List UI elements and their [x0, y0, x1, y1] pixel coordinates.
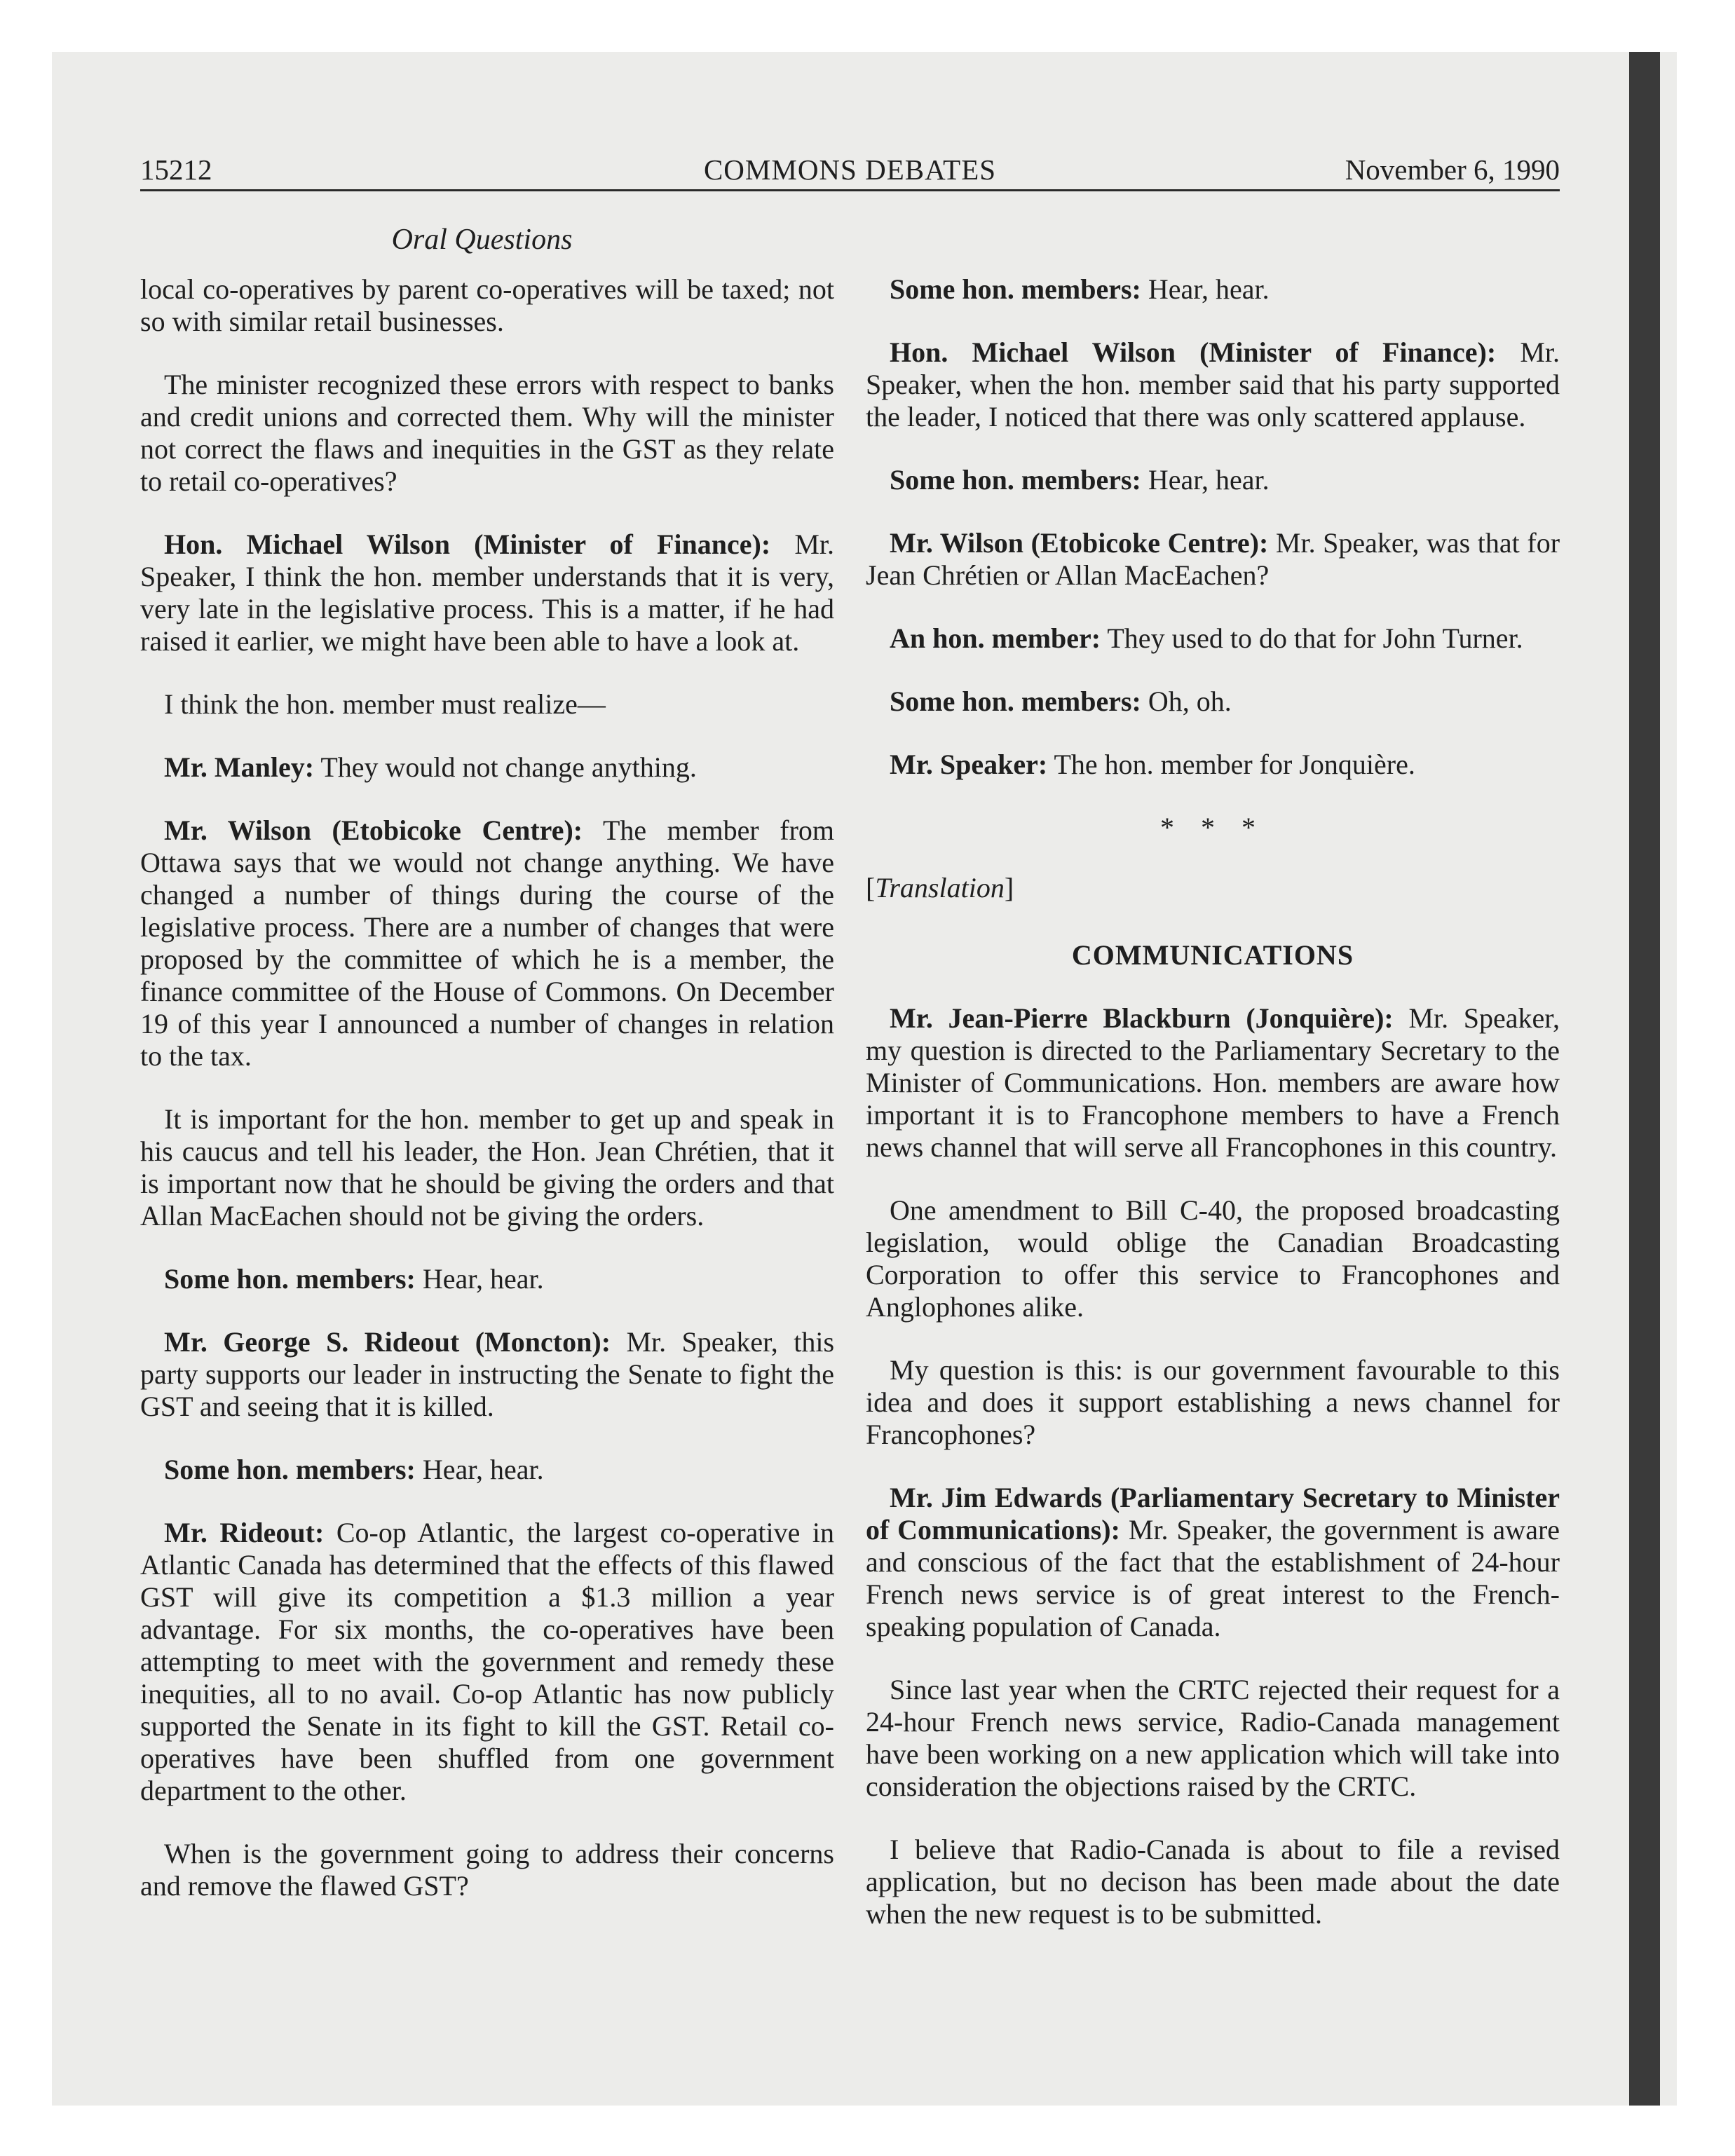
page-header [140, 149, 1560, 191]
paragraph [140, 528, 834, 657]
left-column [140, 273, 834, 1933]
paragraph-text: Hear, hear. [1148, 273, 1270, 305]
paragraph-text: One amendment to Bill C-40, the proposed broadcasting legislation, would oblige the Canadian Broadcasting Corporation to offer this service to Francophones and Anglophones alike. [866, 1194, 1560, 1323]
paragraph [140, 1454, 834, 1486]
paragraph [140, 369, 834, 498]
paragraph [866, 749, 1560, 781]
paragraph [866, 1834, 1560, 1930]
paragraph [866, 622, 1560, 655]
speaker-name: Some hon. members: [890, 273, 1141, 305]
paragraph-text: My question is this: is our government favourable to this idea and does it support establishing a news channel for Francophones? [866, 1354, 1560, 1450]
section-label: Oral Questions [391, 224, 573, 256]
paragraph-text: Hear, hear. [422, 1263, 544, 1295]
speaker-name: Mr. Jim Edwards (Parliamentary Secretary to Minister of Communications): [866, 1482, 1560, 1546]
paragraph-text: local co-operatives by parent co-operatives will be taxed; not so with similar retail businesses. [140, 273, 834, 337]
section-heading: COMMUNICATIONS [1071, 939, 1354, 971]
speaker-name: Mr. Speaker: [890, 749, 1048, 780]
speaker-name: Some hon. members: [164, 1263, 416, 1295]
speaker-name: Mr. Jean-Pierre Blackburn (Jonquière): [890, 1002, 1394, 1034]
speaker-name: Mr. George S. Rideout (Moncton): [164, 1326, 611, 1358]
speaker-name: Mr. Rideout: [164, 1517, 325, 1548]
paragraph [866, 464, 1560, 496]
paragraph [866, 273, 1560, 306]
paragraph-text: Hear, hear. [422, 1454, 544, 1485]
paragraph [866, 1002, 1560, 1164]
paragraph [140, 1838, 834, 1902]
paragraph [140, 688, 834, 721]
scan-edge-strip [1629, 52, 1660, 2106]
speaker-name: Mr. Manley: [164, 751, 315, 783]
speaker-name: An hon. member: [890, 622, 1101, 654]
paragraph-text: The minister recognized these errors with respect to banks and credit unions and corrected them. Why will the minister not correct the flaws and inequities in the GST as they relate to retail co-operatives? [140, 369, 834, 497]
speaker-name: Some hon. members: [890, 685, 1141, 717]
speaker-name: Mr. Wilson (Etobicoke Centre): [164, 814, 583, 846]
paragraph-text: It is important for the hon. member to get up and speak in his caucus and tell his leader, the Hon. Jean Chrétien, that it is important now that he should be giving the orders and that Allan MacEachen should not be giving the orders. [140, 1103, 834, 1231]
speaker-name: Mr. Wilson (Etobicoke Centre): [890, 527, 1269, 559]
paragraph [140, 1103, 834, 1232]
header-rule [140, 189, 1560, 191]
speaker-name: Some hon. members: [890, 464, 1141, 496]
speaker-name: Hon. Michael Wilson (Minister of Finance): [890, 336, 1497, 368]
paragraph [866, 1354, 1560, 1451]
paragraph [866, 1674, 1560, 1803]
page-number: 15212 [140, 153, 212, 186]
paragraph-text: I think the hon. member must realize— [164, 688, 606, 720]
paragraph [866, 685, 1560, 718]
paragraph [140, 814, 834, 1072]
paragraph-text: Mr. Speaker, my question is directed to the Parliamentary Secretary to the Minister of Communications. Hon. members are aware how important it is to Francophone members to have a French news channel that will serve all Francophones in this country. [866, 1002, 1560, 1163]
paragraph [866, 1194, 1560, 1323]
paragraph-text: The member from Ottawa says that we would not change anything. We have changed a number of things during the course of the legislative process. There are a number of changes that were proposed by the committee of which he is a member, the finance committee of the House of Commons. On December 19 of this year I announced a number of changes in relation to the tax. [140, 814, 835, 1072]
translation-note [866, 872, 1560, 904]
paragraph-text: When is the government going to address their concerns and remove the flawed GST? [140, 1838, 834, 1902]
section-separator: * * * [1160, 812, 1265, 843]
paragraph [140, 1263, 834, 1295]
paragraph-text: Mr. Speaker, the government is aware and conscious of the fact that the establishment of 24-hour French news service is of great interest to the French-speaking population of Canada. [866, 1514, 1560, 1642]
translation-note-text: Translation [875, 872, 1005, 903]
paragraph-text: Mr. Speaker, I think the hon. member understands that it is very, very late in the legislative process. This is a matter, if he had raised it earlier, we might have been able to have a look at. [140, 528, 834, 657]
right-column [866, 273, 1560, 1961]
publication-date: November 6, 1990 [1345, 153, 1560, 186]
paragraph-text: Hear, hear. [1148, 464, 1270, 496]
speaker-name: Some hon. members: [164, 1454, 416, 1485]
paragraph-text: Mr. Speaker, was that for Jean Chrétien or Allan MacEachen? [866, 527, 1560, 591]
paragraph [866, 527, 1560, 592]
paragraph [140, 273, 834, 338]
paragraph-text: Mr. Speaker, this party supports our leader in instructing the Senate to fight the GST and seeing that it is killed. [140, 1326, 835, 1422]
paragraph [140, 1517, 834, 1807]
paragraph-text: They used to do that for John Turner. [1107, 622, 1523, 654]
paragraph-text: Co-op Atlantic, the largest co-operative in Atlantic Canada has determined that the effects of this flawed GST will give its competition a $1.3 million a year advantage. For six months, the co-operatives have been attempting to meet with the government and remedy these inequities, all to no avail. Co-op Atlantic has now publicly supported the Senate in its fight to kill the GST. Retail co-operatives have been shuffled from one government department to the other. [140, 1517, 835, 1806]
speaker-name: Hon. Michael Wilson (Minister of Finance): [164, 528, 771, 560]
paragraph-text: Since last year when the CRTC rejected their request for a 24-hour French news service, Radio-Canada management have been working on a new application which will take into consideration the objections raised by the CRTC. [866, 1674, 1560, 1802]
paragraph-text: They would not change anything. [320, 751, 697, 783]
paragraph-text: The hon. member for Jonquière. [1054, 749, 1415, 780]
paragraph-text: I believe that Radio-Canada is about to file a revised application, but no decison has been made about the date when the new request is to be submitted. [866, 1834, 1560, 1930]
close-bracket: ] [1004, 872, 1014, 903]
paragraph-text: Oh, oh. [1148, 685, 1232, 717]
open-bracket: [ [866, 872, 876, 903]
paragraph-text: Mr. Speaker, when the hon. member said that his party supported the leader, I noticed that there was only scattered applause. [866, 336, 1560, 432]
paragraph [140, 1326, 834, 1423]
paragraph [866, 1482, 1560, 1643]
paragraph [866, 336, 1560, 433]
publication-title: COMMONS DEBATES [703, 153, 997, 186]
paragraph [140, 751, 834, 784]
